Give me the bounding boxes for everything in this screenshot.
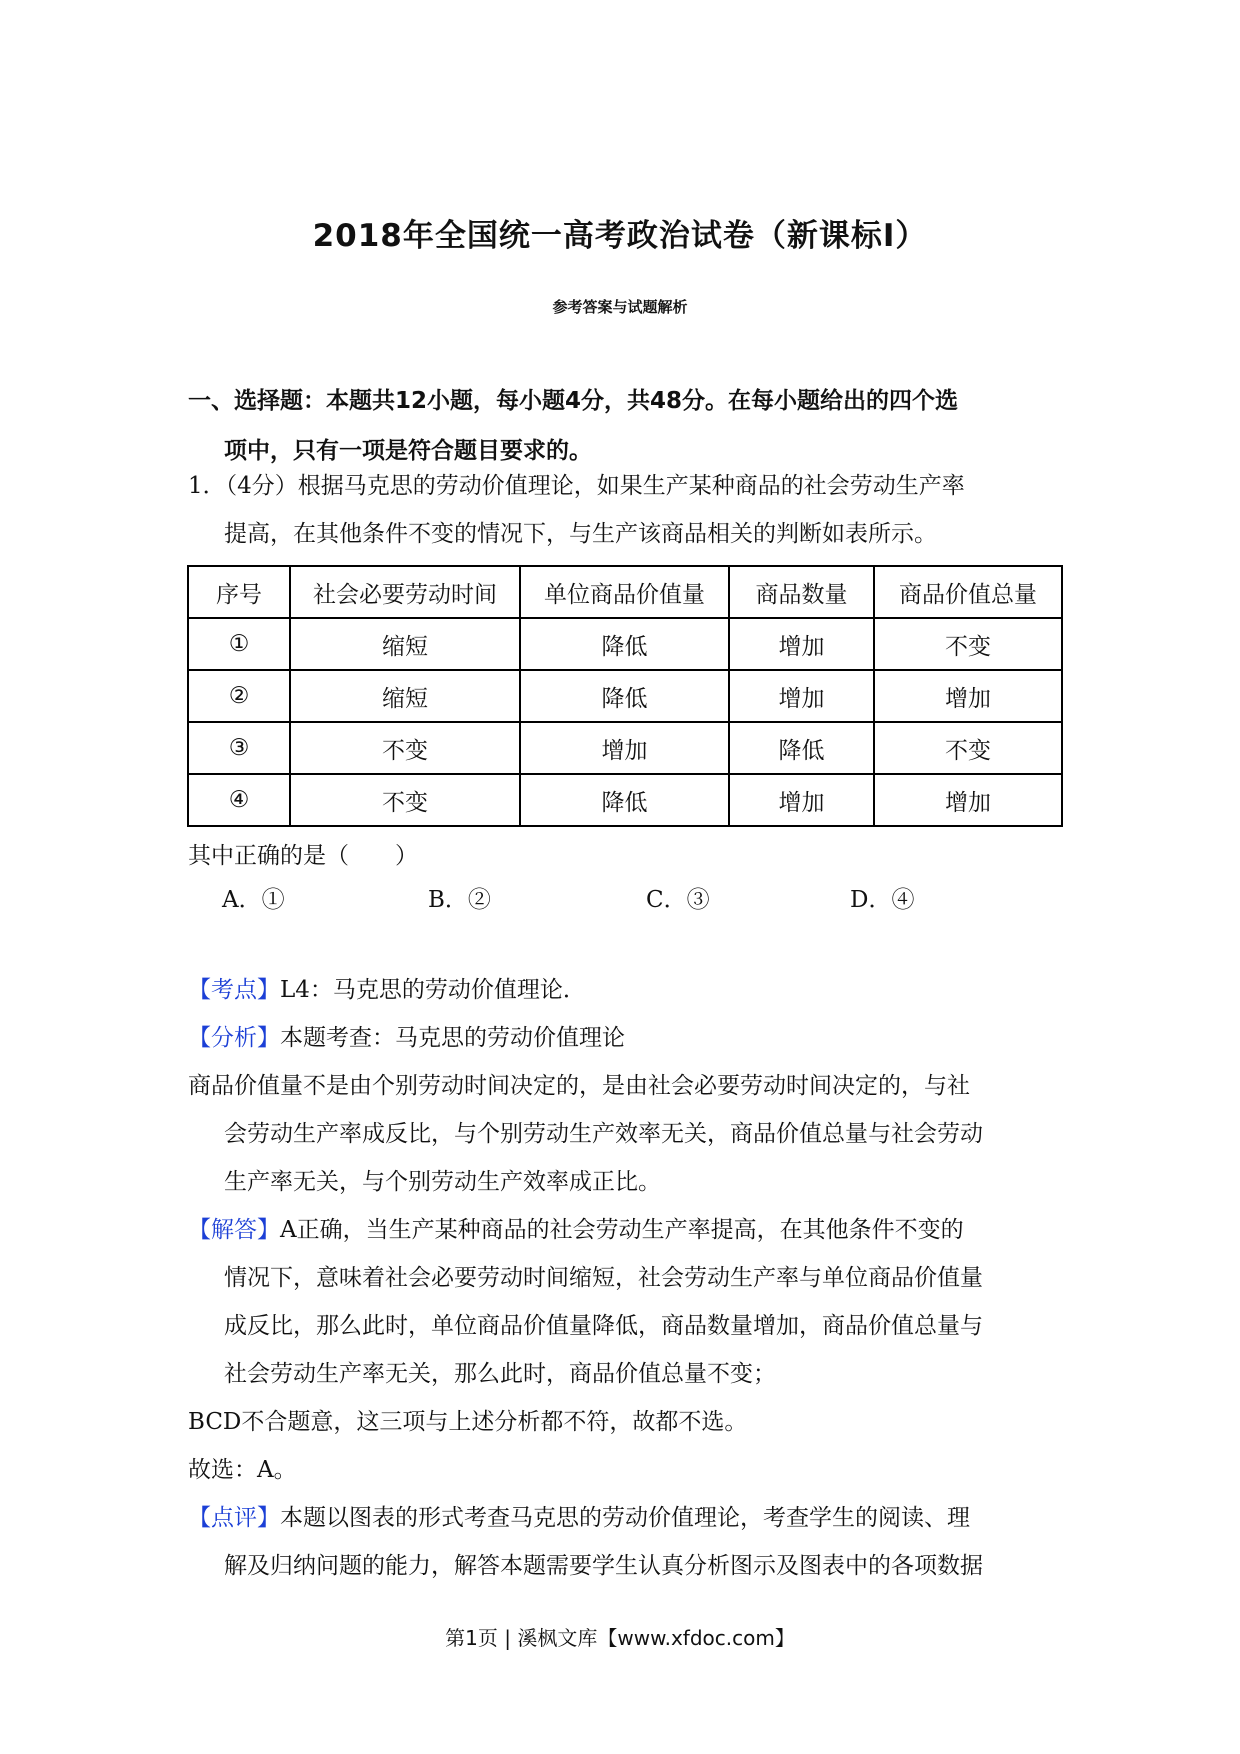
page-footer: 第1页 | 溪枫文库【www.xfdoc.com】 [445, 1626, 795, 1650]
fenxi-paragraph-line1: 商品价值量不是由个别劳动时间决定的，是由社会必要劳动时间决定的，与社 [188, 1073, 970, 1099]
table-cell: 缩短 [290, 618, 520, 670]
table-cell: 降低 [520, 670, 729, 722]
table-cell: 增加 [874, 774, 1062, 826]
jieda-line1: A正确，当生产某种商品的社会劳动生产率提高，在其他条件不变的 [280, 1217, 964, 1243]
table-cell: 缩短 [290, 670, 520, 722]
table-row [188, 618, 1062, 670]
question-stem [188, 462, 1068, 558]
option-b[interactable]: B．② [428, 887, 491, 913]
question-table [187, 565, 1063, 827]
bcd-line: BCD不合题意，这三项与上述分析都不符，故都不选。 [188, 1409, 748, 1435]
fenxi-text: 本题考查：马克思的劳动价值理论 [280, 1025, 625, 1051]
table-cell: ② [188, 670, 290, 722]
option-d[interactable]: D．④ [850, 887, 915, 913]
dianping-tag: 【点评】 [188, 1505, 280, 1531]
fenxi-paragraph [188, 1062, 1068, 1206]
table-header-cell: 社会必要劳动时间 [290, 566, 520, 618]
section-heading-line1: 一、选择题：本题共12小题，每小题4分，共48分。在每小题给出的四个选 [188, 388, 959, 414]
table-cell: 降低 [520, 618, 729, 670]
table-cell: 不变 [874, 722, 1062, 774]
table-header-cell: 商品价值总量 [874, 566, 1062, 618]
table-header-cell: 商品数量 [729, 566, 874, 618]
table-cell: 增加 [874, 670, 1062, 722]
option-a[interactable]: A．① [222, 887, 285, 913]
table-row [188, 722, 1062, 774]
table-cell: ④ [188, 774, 290, 826]
table-row [188, 670, 1062, 722]
dianping-paragraph [188, 1494, 1068, 1590]
jieda-line3: 成反比，那么此时，单位商品价值量降低，商品数量增加，商品价值总量与 [224, 1313, 983, 1339]
dianping-line2: 解及归纳问题的能力，解答本题需要学生认真分析图示及图表中的各项数据 [224, 1553, 983, 1579]
table-cell: 增加 [729, 618, 874, 670]
table-cell: 增加 [520, 722, 729, 774]
jieda-tag: 【解答】 [188, 1217, 280, 1243]
table-cell: ① [188, 618, 290, 670]
page-title: 2018年全国统一高考政治试卷（新课标Ⅰ） [312, 218, 928, 254]
table-header-cell: 单位商品价值量 [520, 566, 729, 618]
jieda-line4: 社会劳动生产率无关，那么此时，商品价值总量不变； [224, 1361, 776, 1387]
fenxi-tag: 【分析】 [188, 1025, 280, 1051]
fenxi-paragraph-line2: 会劳动生产率成反比，与个别劳动生产效率无关，商品价值总量与社会劳动 [224, 1121, 983, 1147]
section-heading-line2: 项中，只有一项是符合题目要求的。 [224, 438, 592, 464]
kaodian-line [188, 966, 1068, 1014]
jieda-line2: 情况下，意味着社会必要劳动时间缩短，社会劳动生产率与单位商品价值量 [224, 1265, 983, 1291]
table-cell: 增加 [729, 774, 874, 826]
option-c[interactable]: C．③ [646, 887, 710, 913]
table-cell: 降低 [520, 774, 729, 826]
fenxi-line [188, 1014, 1068, 1062]
table-cell: ③ [188, 722, 290, 774]
table-cell: 不变 [290, 722, 520, 774]
table-cell: 降低 [729, 722, 874, 774]
question-stem-line2: 提高，在其他条件不变的情况下，与生产该商品相关的判断如表所示。 [224, 521, 937, 547]
table-cell: 增加 [729, 670, 874, 722]
dianping-line1: 本题以图表的形式考查马克思的劳动价值理论，考查学生的阅读、理 [280, 1505, 970, 1531]
table-header-cell: 序号 [188, 566, 290, 618]
answer-line: 故选：A。 [188, 1457, 297, 1483]
page-subtitle: 参考答案与试题解析 [552, 298, 688, 316]
fenxi-paragraph-line3: 生产率无关，与个别劳动生产效率成正比。 [224, 1169, 661, 1195]
kaodian-text: L4：马克思的劳动价值理论． [280, 977, 586, 1003]
question-prompt: 其中正确的是（ ） [188, 843, 418, 869]
table-row [188, 774, 1062, 826]
table-cell: 不变 [290, 774, 520, 826]
table-cell: 不变 [874, 618, 1062, 670]
jieda-paragraph [188, 1206, 1068, 1398]
section-heading [188, 376, 1068, 476]
table-header-row [188, 566, 1062, 618]
question-stem-line1: 1．（4分）根据马克思的劳动价值理论，如果生产某种商品的社会劳动生产率 [188, 473, 965, 499]
kaodian-tag: 【考点】 [188, 977, 280, 1003]
